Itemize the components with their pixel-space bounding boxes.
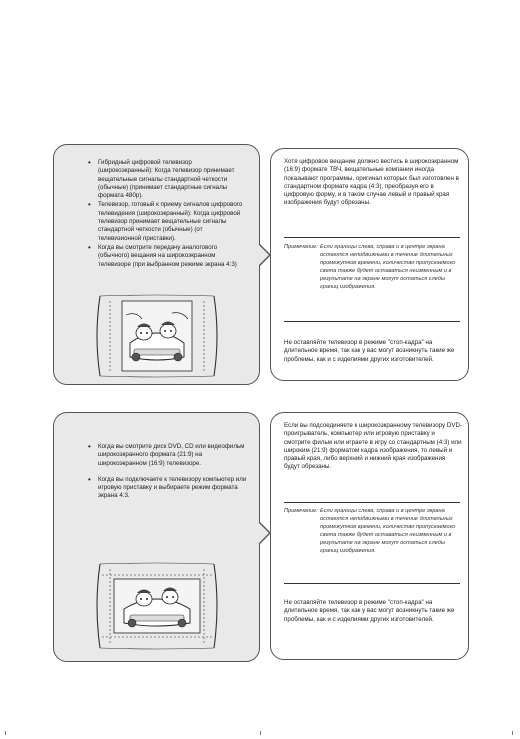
list-item: • Телевизор, готовый к приему сигналов цифрового телевидения (широкоэкранный): Когда цифровой телевизор принимает вещательные сигналы стандартной четкости (обычные) (от телевизионной приставки). [86, 201, 246, 242]
info-panel-right-1 [270, 148, 469, 381]
description-text: Хотя цифровое вещание должно вестись в широкоэкранном (16:9) формате ТВЧ, вещательные компании иногда показывают программы, оригинал которых был изготовлен в стандартном формате кадра (4:3), преобразуя его в цифровую форму, и в таком случае левый и правый края изображения будут обрезаны. [284, 158, 459, 207]
divider [284, 321, 460, 322]
info-panel-left-2 [53, 412, 260, 662]
crop-mark [5, 731, 6, 735]
crop-mark [260, 731, 261, 735]
tv-screen-illustration [96, 561, 218, 651]
bullet-list [86, 159, 246, 269]
divider [284, 502, 460, 503]
list-item: • Когда вы подключаете к телевизору компьютер или игровую приставку и выбираете режим формата экрана 4:3. [86, 476, 248, 501]
note [284, 507, 462, 579]
note-label: Примечание: [284, 244, 318, 250]
info-panel-left-1 [53, 144, 260, 385]
crop-mark [512, 731, 513, 735]
note-label: Примечание: [284, 508, 318, 514]
divider [284, 237, 460, 238]
note-text: Если границы слева, справа и в центре экрана остаются неподвижными в течение длительных промежутков времени, количество пропускаемого света также будет оставаться неизменным и в результате на экране могут остаться следы границ изображения. [320, 244, 456, 290]
list-item: • Когда вы смотрите диск DVD, CD или видеофильм широкоэкранного формата (21:9) на широкоэкранном (16:9) телевизоре. [86, 443, 248, 468]
info-panel-right-2 [270, 412, 469, 660]
warning-text: Не оставляйте телевизор в режиме "стоп-кадра" на длительное время, так как у вас могут возникнуть такие же проблемы, как и с изделиями других изготовителей. [284, 339, 455, 363]
divider [284, 583, 460, 584]
list-item: • Когда вы смотрите передачу аналогового (обычного) вещания на широкоэкранном телевизоре (при выбранном режиме экрана 4:3) [86, 244, 246, 269]
note [284, 243, 462, 313]
list-item: • Гибридный цифровой телевизор (широкоэкранный): Когда телевизор принимает вещательные сигналы стандартной четкости (обычные) (принимает стандартные сигналы формата 480р). [86, 159, 246, 200]
note-text: Если границы слева, справа и в центре экрана остаются неподвижными в течение длительных промежутков времени, количество пропускаемого света также будет оставаться неизменным и в результате на экране могут остаться следы границ изображения. [320, 508, 456, 554]
description-text: Если вы подсоединяете к широкоэкранному телевизору DVD-проигрыватель, компьютер или игровую приставку и смотрите фильм или играете в игру со стандартным (4:3) или широким (21:9) форматом кадра изображения, то левый и правый края, либо верхний и нижний края изображения будут обрезаны. [284, 422, 462, 471]
tv-screen-illustration [96, 293, 218, 379]
bullet-list [86, 443, 248, 501]
warning-text: Не оставляйте телевизор в режиме "стоп-кадра" на длительное время, так как у вас могут возникнуть такие же проблемы, как и с изделиями других изготовителей. [284, 599, 455, 623]
